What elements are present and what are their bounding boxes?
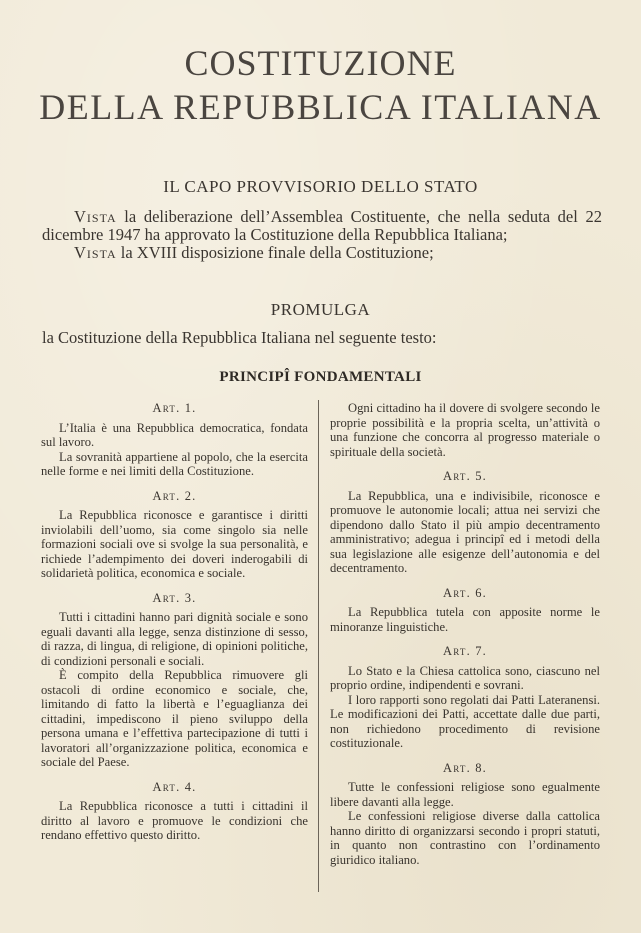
document-title-line1: COSTITUZIONE [184,43,457,83]
vista-word: Vista [74,207,117,226]
article-paragraph: La sovranità appartiene al popolo, che la esercita nelle forme e nei limiti della Costituzione. [41,449,308,478]
preamble-vista-2 [42,244,602,262]
article-4 [41,780,308,843]
article-3 [41,591,308,770]
preamble [42,208,602,262]
article-heading: Art. 2. [152,488,197,503]
article-1 [41,401,308,479]
vista-1-text: la deliberazione dell’Assemblea Costituente, che nella seduta del 22 dicembre 1947 ha approvato la Costituzione della Repubblica Italiana; [42,207,602,244]
article-heading: Art. 4. [152,779,197,794]
article-paragraph: La Repubblica riconosce e garantisce i diritti inviolabili dell’uomo, sia come singolo sia nelle formazioni sociali ove si svolge la sua personalità, e richiede l’adempimento dei doveri inderogabili di solidarietà politica, economica e sociale. [41,508,308,580]
document-title-line2: DELLA REPUBBLICA ITALIANA [39,87,602,127]
vista-2-text: la XVIII disposizione finale della Costituzione; [120,243,434,262]
article-paragraph: Tutti i cittadini hanno pari dignità sociale e sono eguali davanti alla legge, senza distinzione di sesso, di razza, di lingua, di religione, di opinioni politiche, di condizioni personali e sociali. [41,610,308,668]
article-paragraph: L’Italia è una Repubblica democratica, fondata sul lavoro. [41,420,308,449]
section-title: PRINCIPÎ FONDAMENTALI [219,369,422,385]
article-heading: Art. 5. [442,469,487,483]
article-paragraph: Tutte le confessioni religiose sono egualmente libere davanti alla legge. [330,780,600,809]
preamble-vista-1 [42,208,602,244]
article-heading: Art. 8. [442,760,487,775]
article-6 [330,586,600,635]
article-paragraph: La Repubblica tutela con apposite norme le minoranze linguistiche. [330,605,600,634]
article-heading: Art. 3. [152,590,197,605]
article-paragraph: I loro rapporti sono regolati dai Patti Lateranensi. Le modificazioni dei Patti, accettate dalle due parti, non richiedono procedimento di revisione costituzionale. [330,692,600,750]
capo-provvisorio-heading: IL CAPO PROVVISORIO DELLO STATO [163,177,478,196]
right-column [330,401,600,877]
article-5 [330,469,600,576]
article-8 [330,761,600,868]
left-column [41,401,308,853]
promulga-heading: PROMULGA [270,300,371,319]
article-paragraph: Le confessioni religiose diverse dalla cattolica hanno diritto di organizzarsi secondo i propri statuti, in quanto non contrastino con l’ordinamento giuridico italiano. [330,809,600,867]
article-heading: Art. 1. [152,401,197,415]
article-heading: Art. 6. [442,585,487,600]
vista-word: Vista [74,243,117,262]
article-paragraph: La Repubblica, una e indivisibile, riconosce e promuove le autonomie locali; attua nei servizi che dipendono dallo Stato il più ampio decentramento amministrativo; adegua i principî ed i metodi della sua legislazione alle esigenze dell’autonomia e del decentramento. [330,488,600,575]
article-paragraph: Ogni cittadino ha il dovere di svolgere secondo le proprie possibilità e la propria scelta, un’attività o una funzione che concorra al progresso materiale o spirituale della società. [330,401,600,459]
article-4-continued [330,401,600,459]
promulga-text: la Costituzione della Repubblica Italiana nel seguente testo: [42,328,437,347]
article-7 [330,644,600,751]
article-2 [41,489,308,581]
column-divider [318,400,319,892]
article-paragraph: La Repubblica riconosce a tutti i cittadini il diritto al lavoro e promuove le condizioni che rendano effettivo questo diritto. [41,799,308,842]
article-heading: Art. 7. [442,644,487,658]
article-paragraph: È compito della Repubblica rimuovere gli ostacoli di ordine economico e sociale, che, limitando di fatto la libertà e l’eguaglianza dei cittadini, impediscono il pieno sviluppo della persona umana e l’effettiva partecipazione di tutti i lavoratori all’organizzazione politica, economica e sociale del Paese. [41,668,308,769]
article-paragraph: Lo Stato e la Chiesa cattolica sono, ciascuno nel proprio ordine, indipendenti e sovrani. [330,663,600,692]
